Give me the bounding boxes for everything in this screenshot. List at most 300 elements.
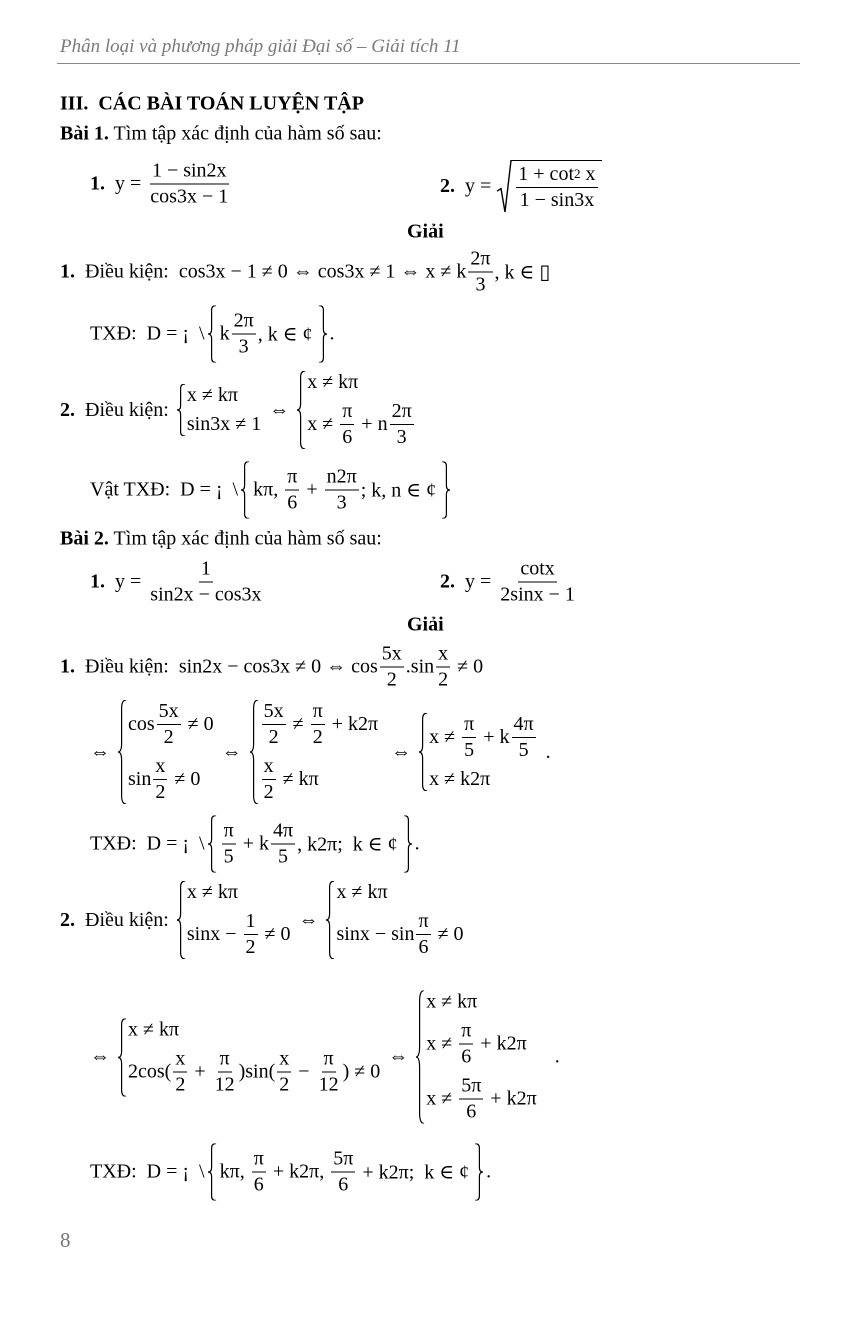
left-brace-icon (177, 384, 186, 436)
numerator (218, 1047, 232, 1072)
denominator (213, 1072, 237, 1096)
left-brace-icon (118, 1018, 127, 1096)
exercise-2-function-1 (90, 558, 266, 607)
fraction (416, 910, 430, 959)
math-text: 12 (318, 1073, 339, 1095)
left-brace-icon (241, 462, 250, 519)
solution-heading-1 (407, 221, 444, 244)
fraction (271, 820, 295, 869)
numerator (311, 700, 325, 725)
exercise-1-function-1 (90, 160, 232, 209)
math-text: TXĐ: D = ¡ \ (90, 322, 205, 345)
numerator (285, 466, 299, 491)
math-text: . (329, 322, 335, 345)
system-row (260, 700, 378, 749)
math-text: sin2x − cos3x (150, 583, 262, 606)
fraction (262, 755, 276, 804)
numerator (244, 910, 258, 935)
math-text: ⇔ (264, 398, 295, 421)
math-text: 2 (312, 726, 323, 748)
math-text: x ≠ (426, 1087, 458, 1110)
math-text: ⇔ (90, 740, 115, 763)
math-text: x (580, 163, 596, 185)
condition-system (250, 700, 378, 804)
system-row (429, 768, 537, 791)
fraction (153, 755, 167, 804)
math-text: . (414, 832, 420, 855)
math-text: 5 (518, 739, 529, 761)
math-text: x ≠ (429, 726, 461, 748)
numerator (380, 643, 404, 668)
math-text: + k (478, 726, 510, 748)
bold-text: Bài 2. (60, 527, 109, 550)
denominator (395, 425, 409, 449)
numerator (277, 1047, 291, 1072)
system-rows (187, 384, 261, 436)
condition-system (419, 713, 537, 791)
math-text: 6 (466, 1100, 477, 1123)
math-text: 2 (245, 936, 256, 958)
left-brace-icon (208, 1144, 217, 1201)
numerator (468, 248, 492, 273)
system-rows (429, 713, 537, 791)
math-text: − (293, 1060, 315, 1082)
set-braces (208, 306, 327, 363)
denominator (173, 1072, 187, 1096)
fraction (232, 310, 256, 359)
math-text: , k ∈ ▯ (494, 261, 551, 284)
system-row (336, 881, 463, 904)
system-row (128, 700, 214, 749)
system-rows (260, 700, 378, 804)
denominator (285, 491, 299, 515)
math-text: 3 (396, 426, 407, 448)
math-text: 2sinx − 1 (500, 583, 575, 606)
math-text: π (342, 400, 353, 422)
fraction (331, 1148, 355, 1197)
left-brace-icon (419, 713, 428, 791)
math-text: + k2π (485, 1087, 537, 1110)
math-text: x ≠ (426, 1032, 458, 1055)
system-rows (307, 371, 415, 449)
math-text: x (155, 755, 166, 777)
fraction (157, 700, 181, 749)
math-text: 6 (418, 936, 429, 958)
math-text: ≠ 0 (432, 923, 464, 945)
math-text: Vật TXĐ: D = ¡ \ (90, 478, 239, 501)
math-text: .sin (405, 655, 435, 678)
system-row (187, 881, 291, 904)
left-brace-icon (208, 816, 217, 873)
math-text: π (312, 700, 323, 722)
numerator (173, 1047, 187, 1072)
math-text: ; k, n ∈ ¢ (360, 479, 437, 502)
denominator (237, 335, 251, 359)
square-root (496, 160, 601, 212)
fraction (325, 466, 359, 515)
math-text: 2π (470, 247, 491, 270)
math-text: ≠ 0 (452, 655, 484, 678)
math-text: x ≠ kπ (128, 1018, 180, 1040)
denominator (436, 668, 450, 692)
denominator (462, 738, 476, 762)
denominator (335, 491, 349, 515)
math-text: x ≠ k2π (429, 768, 491, 790)
numerator (516, 163, 597, 188)
fraction (516, 163, 597, 212)
math-text: , k2π; k ∈ ¢ (297, 833, 398, 856)
math-text: 1 (200, 557, 211, 580)
denominator (311, 725, 325, 749)
system-row (260, 755, 378, 804)
math-text: n2π (326, 465, 357, 488)
bold-text: 1. (90, 570, 105, 593)
math-text: Điều kiện: (75, 908, 174, 931)
exercise-1-prompt (60, 123, 382, 146)
fraction (311, 700, 325, 749)
header-divider (57, 63, 800, 64)
numerator (157, 700, 181, 725)
math-text: 6 (342, 426, 353, 448)
domain-1-part-2 (90, 462, 453, 519)
math-text: 5x (263, 700, 284, 722)
math-text: x (175, 1047, 186, 1069)
math-text: ⇔ (216, 740, 247, 763)
denominator (385, 668, 399, 692)
math-text: . (540, 740, 551, 763)
math-text: 5π (461, 1074, 482, 1097)
math-text: π (323, 1047, 334, 1069)
denominator (277, 1072, 291, 1096)
fraction (277, 1047, 291, 1096)
math-text: 6 (253, 1173, 264, 1196)
numerator (416, 910, 430, 935)
fraction (462, 713, 476, 762)
exercise-1-function-2 (440, 160, 602, 212)
math-text: 1 + cot (518, 163, 574, 185)
math-text: + k (237, 832, 269, 855)
math-text: 2 (386, 668, 397, 691)
solution-2-part-2-equivalence (90, 991, 560, 1124)
system-rows (426, 991, 536, 1124)
math-text: k (219, 322, 230, 345)
bold-text: Bài 1. (60, 122, 109, 145)
bold-text: 2. (60, 398, 75, 421)
math-text: cotx (520, 557, 555, 580)
condition-system (416, 991, 536, 1124)
system-row (187, 413, 261, 436)
math-text: π (287, 465, 298, 488)
numerator (462, 713, 476, 738)
math-text: x ≠ kπ (336, 881, 388, 903)
math-text: 5 (223, 845, 234, 868)
set-content (253, 466, 436, 515)
solution-1-part-2 (60, 371, 419, 449)
fraction (148, 558, 263, 607)
system-row (426, 1075, 536, 1124)
math-text: 1 − sin2x (151, 159, 227, 182)
numerator (331, 1148, 355, 1173)
radicand (512, 160, 601, 212)
system-row (128, 1018, 380, 1041)
math-text: + k2π; k ∈ ¢ (357, 1161, 470, 1184)
denominator (148, 185, 230, 209)
system-row (307, 400, 415, 449)
condition-system (177, 881, 291, 959)
denominator (417, 935, 431, 959)
math-text: 3 (238, 335, 249, 358)
math-text: ⇔ (383, 1045, 414, 1068)
fraction (459, 1075, 483, 1124)
math-text: sinx − sin (336, 923, 415, 945)
solution-heading-2 (407, 614, 444, 637)
math-text: + n (356, 413, 388, 435)
math-text: )sin( (238, 1060, 276, 1082)
fraction (512, 713, 536, 762)
numerator (390, 400, 414, 425)
math-text: 5π (333, 1147, 354, 1170)
numerator (340, 400, 354, 425)
left-brace-icon (118, 700, 127, 804)
left-brace-icon (208, 306, 217, 363)
fraction (436, 643, 450, 692)
numerator (262, 700, 286, 725)
math-text: ⇔ (90, 1045, 115, 1068)
math-text: y = (455, 570, 497, 593)
solution-1-part-1 (60, 248, 550, 297)
numerator (459, 1020, 473, 1045)
math-text: x ≠ kπ (307, 371, 359, 393)
set-content (220, 820, 398, 869)
numerator (153, 755, 167, 780)
system-row (336, 910, 463, 959)
math-text: x (279, 1047, 290, 1069)
math-text: 2π (391, 400, 412, 422)
denominator (464, 1100, 478, 1124)
math-text: 2 (163, 726, 174, 748)
math-text: TXĐ: D = ¡ \ (90, 832, 205, 855)
domain-2-part-2 (90, 1144, 491, 1201)
solution-2-part-1 (60, 643, 483, 692)
right-brace-icon (318, 306, 327, 363)
system-row (307, 371, 415, 394)
math-text: Điều kiện: sin2x − cos3x ≠ 0 ⇔ cos (75, 655, 378, 678)
math-text: 2 (279, 1073, 290, 1095)
bold-text: Giải (407, 220, 444, 243)
fraction (340, 400, 354, 449)
system-rows (336, 881, 463, 959)
fraction (468, 248, 492, 297)
exercise-2-function-2 (440, 558, 579, 607)
numerator (459, 1075, 483, 1100)
math-text: 1 − sin3x (519, 189, 595, 211)
solution-2-part-2 (60, 881, 467, 959)
fraction (252, 1148, 266, 1197)
set-content (220, 310, 313, 359)
fraction (222, 820, 236, 869)
math-text: ) ≠ 0 (342, 1060, 381, 1082)
math-text: π (461, 1019, 472, 1042)
numerator (222, 820, 236, 845)
system-row (426, 1020, 536, 1069)
left-brace-icon (177, 881, 186, 959)
bold-text: 1. (90, 172, 105, 195)
bold-text: Giải (407, 613, 444, 636)
set-braces (241, 462, 450, 519)
fraction (459, 1020, 473, 1069)
math-text: ≠ (287, 713, 309, 735)
math-text: y = (455, 174, 497, 197)
math-text: ≠ 0 (169, 768, 201, 790)
math-text: 2 (263, 781, 274, 803)
bold-text: 2. (440, 174, 455, 197)
system-rows (128, 700, 214, 804)
math-text: cos (128, 713, 155, 735)
denominator (262, 780, 276, 804)
denominator (267, 725, 281, 749)
numerator (322, 1047, 336, 1072)
math-text: 2π (233, 309, 254, 332)
math-text: kπ, (253, 478, 284, 501)
math-text: + k2π, (267, 1160, 330, 1183)
fraction (148, 160, 230, 209)
numerator (262, 755, 276, 780)
fraction (262, 700, 286, 749)
fraction (317, 1047, 341, 1096)
numerator (325, 466, 359, 491)
fraction (498, 558, 577, 607)
denominator (252, 1173, 266, 1197)
system-row (429, 713, 537, 762)
right-brace-icon (403, 816, 412, 873)
fraction (244, 910, 258, 959)
radical-sign-icon (496, 160, 512, 212)
condition-system (297, 371, 415, 449)
math-text: y = (105, 570, 147, 593)
left-brace-icon (326, 881, 335, 959)
denominator (162, 725, 176, 749)
fraction (173, 1047, 187, 1096)
math-text: 3 (336, 491, 347, 514)
math-text: , k ∈ ¢ (257, 323, 313, 346)
math-text: ≠ 0 (259, 923, 291, 945)
math-text: + (301, 478, 323, 501)
right-brace-icon (441, 462, 450, 519)
left-brace-icon (416, 991, 425, 1124)
math-text: kπ, (219, 1160, 250, 1183)
denominator (276, 845, 290, 869)
denominator (222, 845, 236, 869)
math-text: 4π (513, 713, 534, 735)
math-text: 12 (214, 1073, 235, 1095)
denominator (473, 273, 487, 297)
math-text: . (486, 1160, 492, 1183)
denominator (498, 583, 577, 607)
math-text: 5x (381, 642, 402, 665)
math-text: 4π (273, 819, 294, 842)
math-text: y = (105, 172, 147, 195)
left-brace-icon (297, 371, 306, 449)
math-text: 2 (155, 781, 166, 803)
math-text: + (189, 1060, 211, 1082)
system-row (128, 755, 214, 804)
domain-2-part-1 (90, 816, 420, 873)
math-text: π (464, 713, 475, 735)
system-rows (128, 1018, 380, 1096)
math-text: π (219, 1047, 230, 1069)
math-text: Tìm tập xác định của hàm số sau: (108, 122, 382, 145)
denominator (148, 583, 263, 607)
math-text: Điều kiện: (75, 398, 174, 421)
math-text: 6 (461, 1045, 472, 1068)
math-text: 5x (158, 700, 179, 722)
solution-2-part-1-equivalence (90, 700, 551, 804)
section-heading (60, 93, 364, 116)
domain-1-part-1 (90, 306, 335, 363)
denominator (336, 1173, 350, 1197)
bold-text: 2. (60, 908, 75, 931)
math-text: 5 (278, 845, 289, 868)
numerator (252, 1148, 266, 1173)
denominator (244, 935, 258, 959)
math-text: x (263, 755, 274, 777)
fraction (285, 466, 299, 515)
condition-system (118, 1018, 380, 1096)
numerator (512, 713, 536, 738)
denominator (153, 780, 167, 804)
math-text: sinx − (186, 923, 242, 945)
denominator (459, 1045, 473, 1069)
system-row (128, 1047, 380, 1096)
math-text: TXĐ: D = ¡ \ (90, 1160, 205, 1183)
set-braces (208, 1144, 483, 1201)
system-row (187, 910, 291, 959)
denominator (340, 425, 354, 449)
math-text: x ≠ kπ (186, 881, 238, 903)
math-text: Tìm tập xác định của hàm số sau: (108, 527, 382, 550)
bold-text: 1. (60, 655, 75, 678)
bold-text: 2. (440, 570, 455, 593)
bold-text: 1. (60, 260, 75, 283)
denominator (518, 188, 597, 212)
left-brace-icon (250, 700, 259, 804)
system-row (187, 384, 261, 407)
math-text: + k2π (326, 713, 379, 735)
denominator (517, 738, 531, 762)
math-text: x ≠ (307, 413, 339, 435)
condition-system (118, 700, 214, 804)
math-text: 5 (464, 739, 475, 761)
math-text: ⇔ (293, 908, 324, 931)
math-text: 1 (245, 910, 256, 932)
math-text: x ≠ kπ (426, 990, 478, 1013)
denominator (317, 1072, 341, 1096)
numerator (518, 558, 556, 583)
set-braces (208, 816, 412, 873)
condition-system (326, 881, 463, 959)
math-text: ≠ 0 (182, 713, 214, 735)
numerator (199, 558, 213, 583)
numerator (271, 820, 295, 845)
math-text: 2 (175, 1073, 186, 1095)
math-text: 2 (438, 668, 449, 691)
fraction (213, 1047, 237, 1096)
math-text: x ≠ kπ (186, 384, 238, 406)
math-text: π (418, 910, 429, 932)
system-row (426, 991, 536, 1014)
math-text: 2 (268, 726, 279, 748)
fraction (380, 643, 404, 692)
